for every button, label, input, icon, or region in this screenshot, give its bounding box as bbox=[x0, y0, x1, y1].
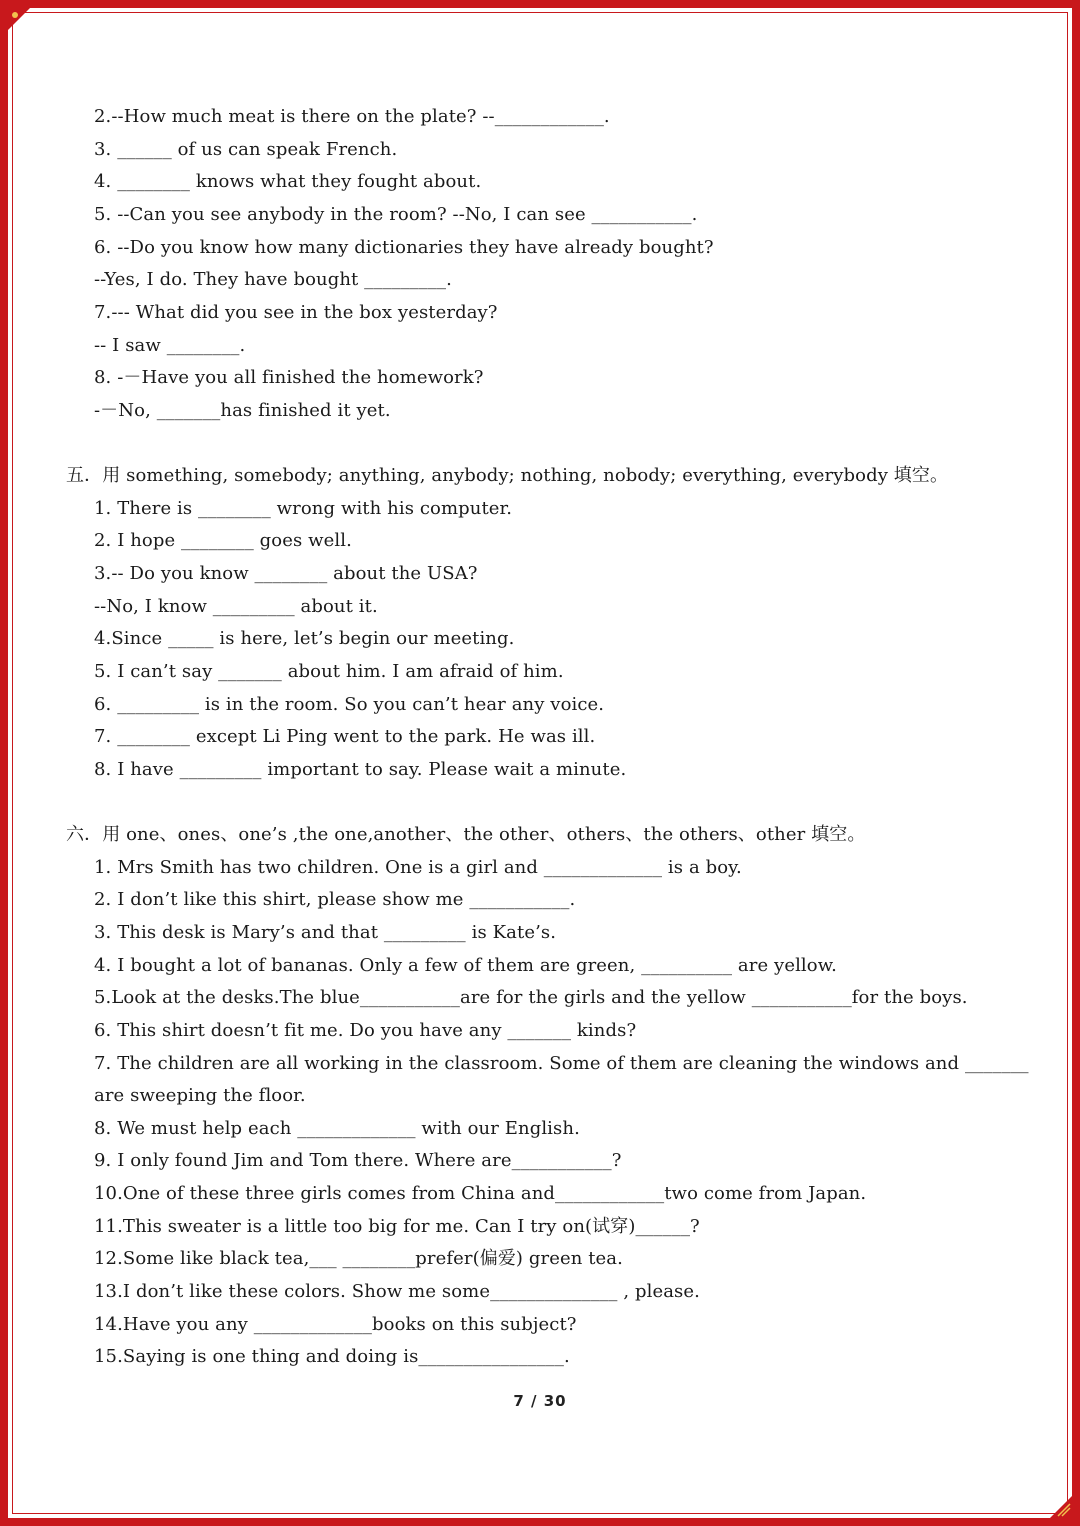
exercise-line: 6. --Do you know how many dictionaries they have already bought? bbox=[94, 237, 714, 258]
exercise-line: 8. I have _________ important to say. Please wait a minute. bbox=[94, 759, 627, 780]
exercise-line: 3.-- Do you know ________ about the USA? bbox=[94, 563, 478, 584]
section-title: 六．用 one、ones、one’s ,the one,another、the other、others、the others、other 填空。 bbox=[66, 824, 866, 845]
exercise-line: 13.I don’t like these colors. Show me some______________ , please. bbox=[94, 1281, 700, 1302]
exercise-line: -- I saw ________. bbox=[94, 335, 246, 356]
page-number: 7 / 30 bbox=[513, 1392, 567, 1410]
exercise-line: 5.Look at the desks.The blue___________are for the girls and the yellow ___________for the boys. bbox=[94, 987, 968, 1008]
exercise-line: --No, I know _________ about it. bbox=[94, 596, 378, 617]
exercise-line: 3. This desk is Mary’s and that _________ is Kate’s. bbox=[94, 922, 557, 943]
exercise-line: 1. Mrs Smith has two children. One is a girl and _____________ is a boy. bbox=[94, 857, 742, 878]
exercise-line: 4.Since _____ is here, let’s begin our meeting. bbox=[94, 628, 515, 649]
exercise-line: 1. There is ________ wrong with his computer. bbox=[94, 498, 513, 519]
exercise-line: 8. We must help each _____________ with our English. bbox=[94, 1118, 580, 1139]
exercise-line: 2. I hope ________ goes well. bbox=[94, 530, 352, 551]
section-title: 五．用 something, somebody; anything, anybody; nothing, nobody; everything, everybody 填空。 bbox=[66, 465, 949, 486]
exercise-line: 4. I bought a lot of bananas. Only a few of them are green, __________ are yellow. bbox=[94, 955, 837, 976]
exercise-line: --Yes, I do. They have bought _________. bbox=[94, 269, 452, 290]
exercise-line: 10.One of these three girls comes from China and____________two come from Japan. bbox=[94, 1183, 867, 1204]
exercise-line: 3. ______ of us can speak French. bbox=[94, 139, 398, 160]
exercise-line: 5. --Can you see anybody in the room? --No, I can see ___________. bbox=[94, 204, 698, 225]
exercise-line: 7.--- What did you see in the box yesterday? bbox=[94, 302, 498, 323]
exercise-line: 8. -－Have you all finished the homework? bbox=[94, 367, 484, 388]
exercise-line: 9. I only found Jim and Tom there. Where are___________? bbox=[94, 1150, 622, 1171]
worksheet-page bbox=[8, 8, 1072, 1518]
worksheet-content bbox=[8, 8, 1072, 1518]
exercise-line: 2.--How much meat is there on the plate? --____________. bbox=[94, 106, 610, 127]
exercise-line: 7. The children are all working in the classroom. Some of them are cleaning the windows and _______ bbox=[94, 1053, 1029, 1074]
exercise-line: 6. _________ is in the room. So you can’t hear any voice. bbox=[94, 694, 605, 715]
exercise-line: 4. ________ knows what they fought about. bbox=[94, 171, 482, 192]
exercise-line: -－No, _______has finished it yet. bbox=[94, 400, 391, 421]
exercise-line: 2. I don’t like this shirt, please show me ___________. bbox=[94, 889, 576, 910]
exercise-line: 7. ________ except Li Ping went to the park. He was ill. bbox=[94, 726, 596, 747]
exercise-line: 15.Saying is one thing and doing is________________. bbox=[94, 1346, 570, 1367]
exercise-line: 14.Have you any _____________books on this subject? bbox=[94, 1314, 577, 1335]
exercise-line: 5. I can’t say _______ about him. I am afraid of him. bbox=[94, 661, 564, 682]
exercise-line: 6. This shirt doesn’t fit me. Do you have any _______ kinds? bbox=[94, 1020, 637, 1041]
exercise-line: 12.Some like black tea,___ ________prefer(偏爱) green tea. bbox=[94, 1248, 623, 1269]
exercise-line: are sweeping the floor. bbox=[94, 1085, 306, 1106]
exercise-line: 11.This sweater is a little too big for me. Can I try on(试穿)______? bbox=[94, 1216, 700, 1237]
